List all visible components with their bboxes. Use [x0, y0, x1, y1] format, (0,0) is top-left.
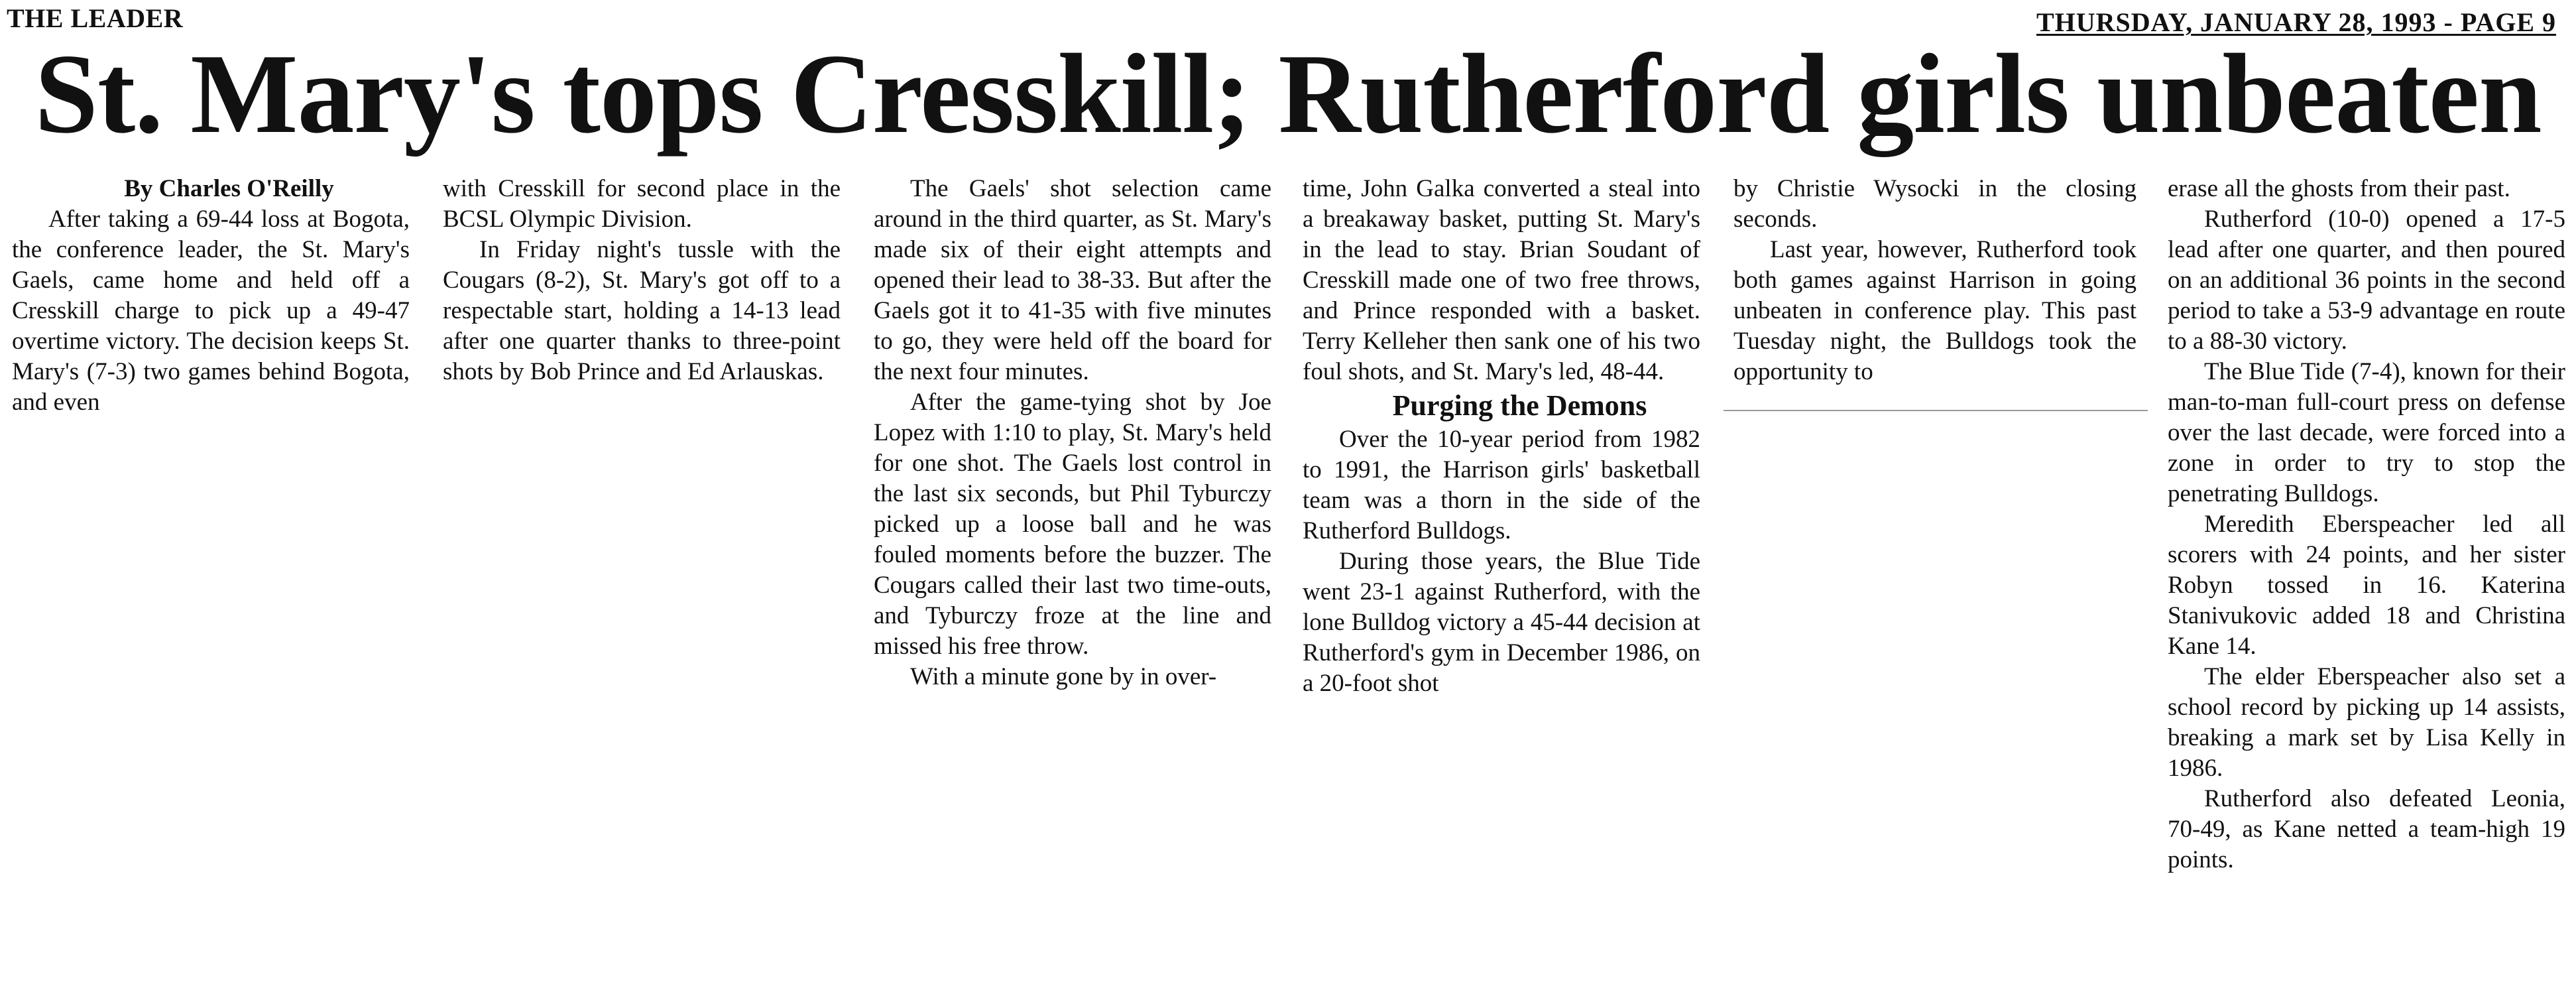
paragraph: erase all the ghosts from their past.	[2168, 175, 2510, 202]
paragraph: Rutherford (10-0) opened a 17-5 lead after one quarter, and then poured on an additional 36 points in the second period to take a 53-9 advantage en route to a 88-30 victory.	[2168, 206, 2565, 355]
paragraph: Over the 10-year period from 1982 to 1991, the Harrison girls' basketball team was a thorn in the side of the Rutherford Bulldogs.	[1303, 426, 1700, 544]
paragraph: by Christie Wysocki in the closing seconds.	[1733, 175, 2137, 233]
paragraph: The Gaels' shot selection came around in the third quarter, as St. Mary's made six of their eight attempts and opened their lead to 38-33. But after the Gaels got it to 41-35 with five minutes to go, they were held off the board for the next four minutes.	[874, 175, 1271, 385]
paper-name: THE LEADER	[7, 3, 184, 33]
article-column-2	[443, 174, 841, 387]
dateline: THURSDAY, JANUARY 28, 1993 - PAGE 9	[2036, 7, 2556, 37]
paragraph: After the game-tying shot by Joe Lopez with 1:10 to play, St. Mary's held for one shot. The Gaels lost control in the last six seconds, but Phil Tyburczy picked up a loose ball and he was fouled moments before the buzzer. The Cougars called their last two time-outs, and Tyburczy froze at the line and missed his free throw.	[874, 389, 1271, 660]
article-column-6	[2168, 174, 2565, 875]
paragraph: The elder Eberspeacher also set a school record by picking up 14 assists, breaking a mark set by Lisa Kelly in 1986.	[2168, 663, 2565, 782]
headline: St. Mary's tops Cresskill; Rutherford girls unbeaten	[34, 31, 2542, 157]
paragraph: During those years, the Blue Tide went 23-1 against Rutherford, with the lone Bulldog victory a 45-44 decision at Rutherford's gym in December 1986, on a 20-foot shot	[1303, 548, 1700, 697]
paragraph: In Friday night's tussle with the Cougars (8-2), St. Mary's got off to a respectable start, holding a 14-13 lead after one quarter thanks to three-point shots by Bob Prince and Ed Arlauskas.	[443, 236, 841, 385]
paragraph: Rutherford also defeated Leonia, 70-49, as Kane netted a team-high 19 points.	[2168, 785, 2565, 873]
paragraph: After taking a 69-44 loss at Bogota, the conference leader, the St. Mary's Gaels, came home and held off a Cresskill charge to pick up a 49-47 overtime victory. The decision keeps St. Mary's (7-3) two games behind Bogota, and even	[12, 206, 410, 416]
byline: By Charles O'Reilly	[124, 175, 334, 202]
column-divider-rule	[1724, 410, 2148, 411]
article-column-5	[1733, 174, 2137, 387]
subheading: Purging the Demons	[1392, 389, 1647, 422]
paragraph: with Cresskill for second place in the BCSL Olympic Division.	[443, 175, 841, 233]
paragraph: Last year, however, Rutherford took both games against Harrison in going unbeaten in conference play. This past Tuesday night, the Bulldogs took the opportunity to	[1733, 236, 2137, 385]
article-column-4	[1303, 174, 1700, 699]
paragraph: With a minute gone by in over-	[910, 663, 1217, 690]
paragraph: Meredith Eberspeacher led all scorers with 24 points, and her sister Robyn tossed in 16. Katerina Stanivukovic added 18 and Christina Kane 14.	[2168, 511, 2565, 660]
article-column-1	[12, 174, 410, 418]
paragraph: The Blue Tide (7-4), known for their man-to-man full-court press on defense over the last decade, were forced into a zone in order to try to stop the penetrating Bulldogs.	[2168, 358, 2565, 507]
paragraph: time, John Galka converted a steal into a breakaway basket, putting St. Mary's in the lead to stay. Brian Soudant of Cresskill made one of two free throws, and Prince responded with a basket. Terry Kelleher then sank one of his two foul shots, and St. Mary's led, 48-44.	[1303, 175, 1700, 385]
article-column-3	[874, 174, 1271, 692]
